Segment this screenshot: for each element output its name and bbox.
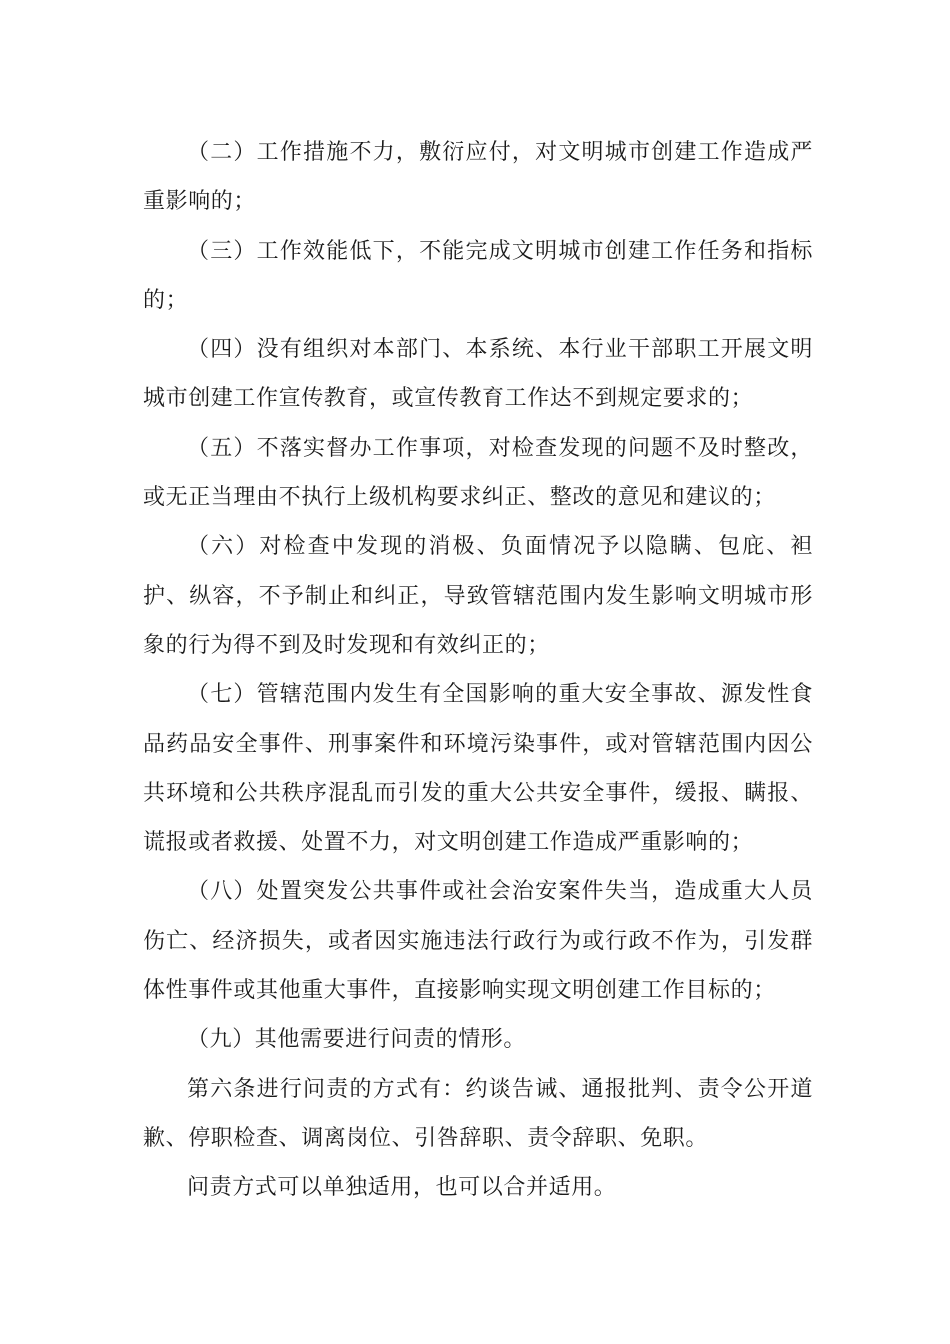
paragraph-item-7: （七）管辖范围内发生有全国影响的重大安全事故、源发性食品药品安全事件、刑事案件和环境污染事件，或对管辖范围内因公共环境和公共秩序混乱而引发的重大公共安全事件，缓报、瞒报、谎报或者救援、处置不力，对文明创建工作造成严重影响的； — [143, 682, 813, 856]
article-6-accountability-methods: 第六条进行问责的方式有：约谈告诫、通报批判、责令公开道歉、停职检查、调离岗位、引咎辞职、责令辞职、免职。 — [143, 1076, 813, 1151]
paragraph-item-4: （四）没有组织对本部门、本系统、本行业干部职工开展文明城市创建工作宣传教育，或宣传教育工作达不到规定要求的； — [143, 337, 813, 412]
paragraph-item-6: （六）对检查中发现的消极、负面情况予以隐瞒、包庇、袒护、纵容，不予制止和纠正，导致管辖范围内发生影响文明城市形象的行为得不到及时发现和有效纠正的； — [143, 534, 813, 658]
accountability-application-note: 问责方式可以单独适用，也可以合并适用。 — [187, 1175, 617, 1201]
paragraph-item-9: （九）其他需要进行问责的情形。 — [187, 1027, 527, 1053]
paragraph-item-8: （八）处置突发公共事件或社会治安案件失当，造成重大人员伤亡、经济损失，或者因实施违法行政行为或行政不作为，引发群体性事件或其他重大事件，直接影响实现文明创建工作目标的； — [143, 879, 813, 1004]
paragraph-item-3: （三）工作效能低下，不能完成文明城市创建工作任务和指标的； — [143, 238, 813, 313]
paragraph-item-2: （二）工作措施不力，敷衍应付，对文明城市创建工作造成严重影响的； — [143, 140, 813, 215]
paragraph-item-5: （五）不落实督办工作事项，对检查发现的问题不及时整改，或无正当理由不执行上级机构要求纠正、整改的意见和建议的； — [143, 435, 813, 511]
document-body — [143, 128, 813, 1213]
